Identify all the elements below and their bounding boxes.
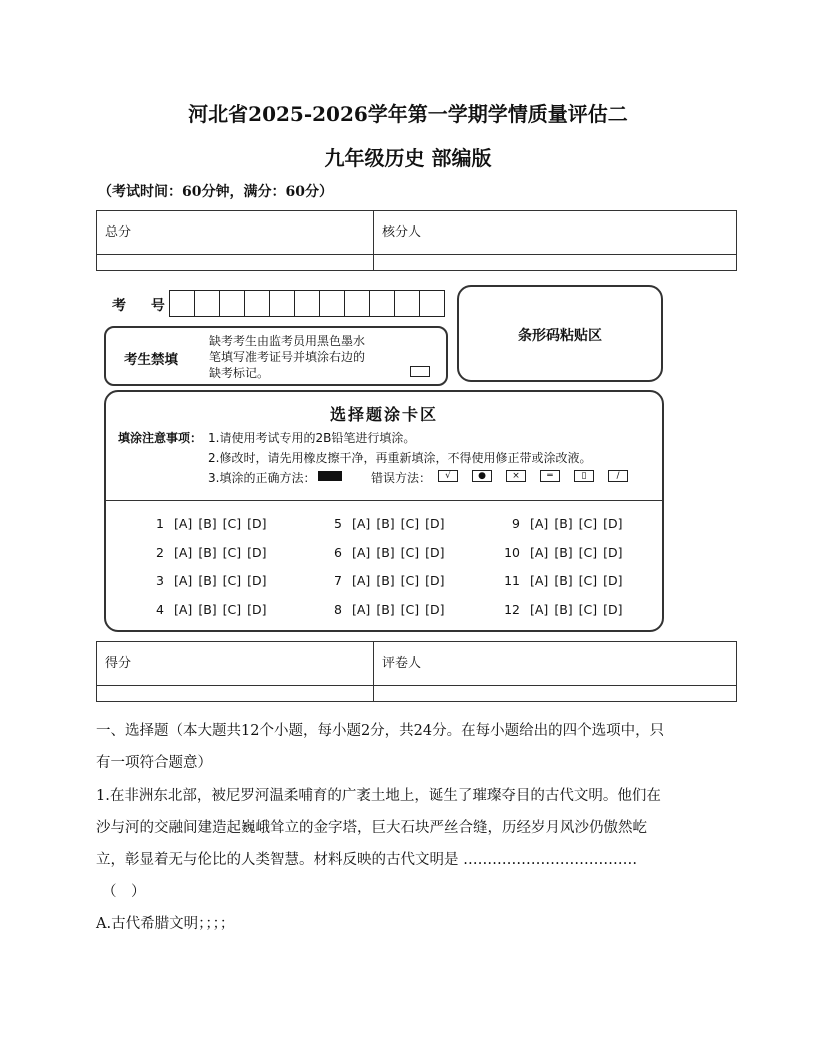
question-number: 9	[512, 516, 520, 531]
option-a: A.古代希腊文明；；；；	[96, 916, 235, 932]
absent-mark-box[interactable]	[410, 366, 430, 377]
answer-bubble[interactable]: [D]	[247, 544, 267, 560]
score-label: 得分	[97, 642, 374, 686]
answer-bubble[interactable]: [B]	[554, 573, 573, 588]
answer-bubble[interactable]: [B]	[376, 544, 395, 560]
exam-number-digit[interactable]	[419, 290, 445, 317]
answer-bubble[interactable]: [D]	[247, 573, 267, 588]
answer-bubble[interactable]: [C]	[400, 516, 420, 531]
question-1	[96, 780, 726, 940]
barcode-area	[457, 285, 663, 382]
total-score-cell[interactable]	[97, 255, 374, 271]
question-number: 7	[334, 573, 342, 588]
choice-card-title: 选择题涂卡区	[329, 405, 438, 424]
question-number: 12	[504, 601, 520, 617]
absent-text-line: 缺考标记。	[209, 366, 270, 380]
exam-number-digit[interactable]	[244, 290, 270, 317]
wrong-mark-dot: ●	[472, 470, 492, 482]
grader-cell[interactable]	[374, 686, 737, 702]
answer-bubble[interactable]: [A]	[352, 601, 371, 617]
checker-cell[interactable]	[374, 255, 737, 271]
total-score-label: 总分	[97, 211, 374, 255]
absent-text-line: 缺考考生由监考员用黑色墨水	[209, 334, 366, 348]
question-number: 3	[156, 573, 164, 588]
answer-bubble[interactable]: [C]	[578, 544, 598, 560]
answer-bubble[interactable]: [D]	[425, 516, 445, 531]
score-table-bottom	[96, 641, 737, 702]
wrong-mark-line: ═	[540, 470, 560, 482]
absent-mark-area	[104, 326, 448, 386]
notice-2: 2.修改时，请先用橡皮擦干净，再重新填涂，不得使用修正带或涂改液。	[208, 451, 592, 465]
exam-number-digit[interactable]	[394, 290, 420, 317]
answer-bubble[interactable]: [C]	[578, 601, 598, 617]
answer-bubble[interactable]: [B]	[198, 516, 217, 531]
question-number: 2	[156, 544, 164, 560]
answer-bubble[interactable]: [B]	[376, 573, 395, 588]
answer-bubble[interactable]: [C]	[222, 516, 242, 531]
wrong-mark-check: √	[438, 470, 458, 482]
answer-bubble[interactable]: [C]	[400, 601, 420, 617]
answer-bubble[interactable]: [A]	[352, 573, 371, 588]
answer-row	[502, 602, 623, 617]
wrong-marks	[434, 470, 632, 482]
section-heading-line: 有一项符合题意）	[96, 755, 212, 771]
answer-bubble[interactable]: [C]	[400, 573, 420, 588]
answer-bracket[interactable]: （ ）	[102, 884, 146, 900]
question-number: 6	[334, 544, 342, 560]
answer-bubble[interactable]: [A]	[352, 544, 371, 560]
answer-bubble[interactable]: [A]	[174, 601, 193, 617]
exam-number-digit[interactable]	[369, 290, 395, 317]
answer-bubble[interactable]: [D]	[425, 544, 445, 560]
answer-row	[146, 516, 267, 531]
answer-row	[502, 545, 623, 560]
answer-bubble[interactable]: [B]	[376, 516, 395, 531]
notice-3: 3.填涂的正确方法：	[208, 471, 316, 485]
wrong-mark-slash: /	[608, 470, 628, 482]
question-number: 11	[504, 573, 520, 588]
answer-bubble[interactable]: [D]	[247, 516, 267, 531]
answer-row	[324, 602, 445, 617]
section-heading-line: 一、选择题（本大题共12个小题，每小题2分，共24分。在每小题给出的四个选项中，只	[96, 723, 665, 739]
page-subtitle: 九年级历史 部编版	[324, 146, 492, 170]
exam-number-digit[interactable]	[169, 290, 195, 317]
exam-number-digit[interactable]	[194, 290, 220, 317]
answer-bubble[interactable]: [B]	[198, 601, 217, 617]
answer-bubble[interactable]: [C]	[578, 573, 598, 588]
answer-bubble[interactable]: [A]	[174, 544, 193, 560]
answer-bubble[interactable]: [B]	[554, 516, 573, 531]
absent-mark-label: 考生禁填	[124, 352, 178, 368]
exam-number-boxes[interactable]	[170, 290, 445, 317]
answer-bubble[interactable]: [A]	[352, 516, 371, 531]
answer-bubble[interactable]: [D]	[425, 601, 445, 617]
exam-number-label: 考 号	[112, 298, 175, 314]
section-heading	[96, 715, 726, 779]
wrong-mark-cross: ×	[506, 470, 526, 482]
question-1-line: 沙与河的交融间建造起巍峨耸立的金字塔，巨大石块严丝合缝，历经岁月风沙仍傲然屹	[96, 820, 647, 836]
exam-number-digit[interactable]	[319, 290, 345, 317]
exam-info: （考试时间：60分钟，满分：60分）	[98, 184, 333, 200]
answer-bubble[interactable]: [D]	[603, 601, 623, 617]
answer-bubble[interactable]: [C]	[222, 573, 242, 588]
answer-row	[146, 573, 267, 588]
notice-label: 填涂注意事项：	[118, 431, 203, 445]
answer-bubble[interactable]: [C]	[222, 544, 242, 560]
answer-bubble[interactable]: [D]	[603, 516, 623, 531]
answer-bubble[interactable]: [C]	[578, 516, 598, 531]
exam-number-digit[interactable]	[344, 290, 370, 317]
barcode-label: 条形码粘贴区	[518, 328, 602, 344]
answer-bubble[interactable]: [B]	[376, 601, 395, 617]
exam-number-digit[interactable]	[294, 290, 320, 317]
answer-bubble[interactable]: [A]	[174, 573, 193, 588]
wrong-mark-partial: ▯	[574, 470, 594, 482]
page-title: 河北省2025-2026学年第一学期学情质量评估二	[188, 102, 628, 126]
answer-row	[146, 545, 267, 560]
question-number: 4	[156, 601, 164, 617]
answer-row	[502, 573, 623, 588]
question-number: 1	[156, 516, 164, 531]
answer-bubble[interactable]: [A]	[174, 516, 193, 531]
answer-row	[324, 545, 445, 560]
question-number: 5	[334, 516, 342, 531]
answer-bubble[interactable]: [B]	[198, 544, 217, 560]
answer-row	[146, 602, 267, 617]
checker-label: 核分人	[374, 211, 737, 255]
answer-row	[324, 516, 445, 531]
absent-mark-instructions	[209, 333, 365, 381]
card-divider	[106, 500, 662, 501]
question-1-line: 立，彰显着无与伦比的人类智慧。材料反映的古代文明是 ………………………………	[96, 852, 638, 868]
answer-bubble[interactable]: [D]	[603, 544, 623, 560]
answer-bubble[interactable]: [A]	[530, 601, 549, 617]
answer-bubble[interactable]: [B]	[198, 573, 217, 588]
answer-row	[502, 516, 623, 531]
question-number: 8	[334, 601, 342, 617]
choice-answer-card	[104, 390, 664, 632]
answer-bubble[interactable]: [B]	[554, 544, 573, 560]
question-number: 10	[504, 544, 520, 560]
answer-bubble[interactable]: [C]	[400, 544, 420, 560]
answer-bubble[interactable]: [D]	[247, 601, 267, 617]
answer-bubble[interactable]: [B]	[554, 601, 573, 617]
score-cell[interactable]	[97, 686, 374, 702]
answer-row	[324, 573, 445, 588]
exam-number-digit[interactable]	[219, 290, 245, 317]
answer-bubble[interactable]: [A]	[530, 544, 549, 560]
wrong-method-label: 错误方法：	[371, 471, 432, 485]
answer-bubble[interactable]: [A]	[530, 573, 549, 588]
answer-bubble[interactable]: [D]	[425, 573, 445, 588]
question-1-line: 1.在非洲东北部，被尼罗河温柔哺育的广袤土地上，诞生了璀璨夺目的古代文明。他们在	[96, 788, 661, 804]
notice-1: 1.请使用考试专用的2B铅笔进行填涂。	[208, 431, 416, 445]
correct-fill-sample	[318, 471, 342, 481]
answer-bubble[interactable]: [D]	[603, 573, 623, 588]
exam-number-digit[interactable]	[269, 290, 295, 317]
answer-bubble[interactable]: [C]	[222, 601, 242, 617]
absent-text-line: 笔填写准考证号并填涂右边的	[209, 350, 366, 364]
score-table-top	[96, 210, 737, 271]
answer-bubble[interactable]: [A]	[530, 516, 549, 531]
grader-label: 评卷人	[374, 642, 737, 686]
